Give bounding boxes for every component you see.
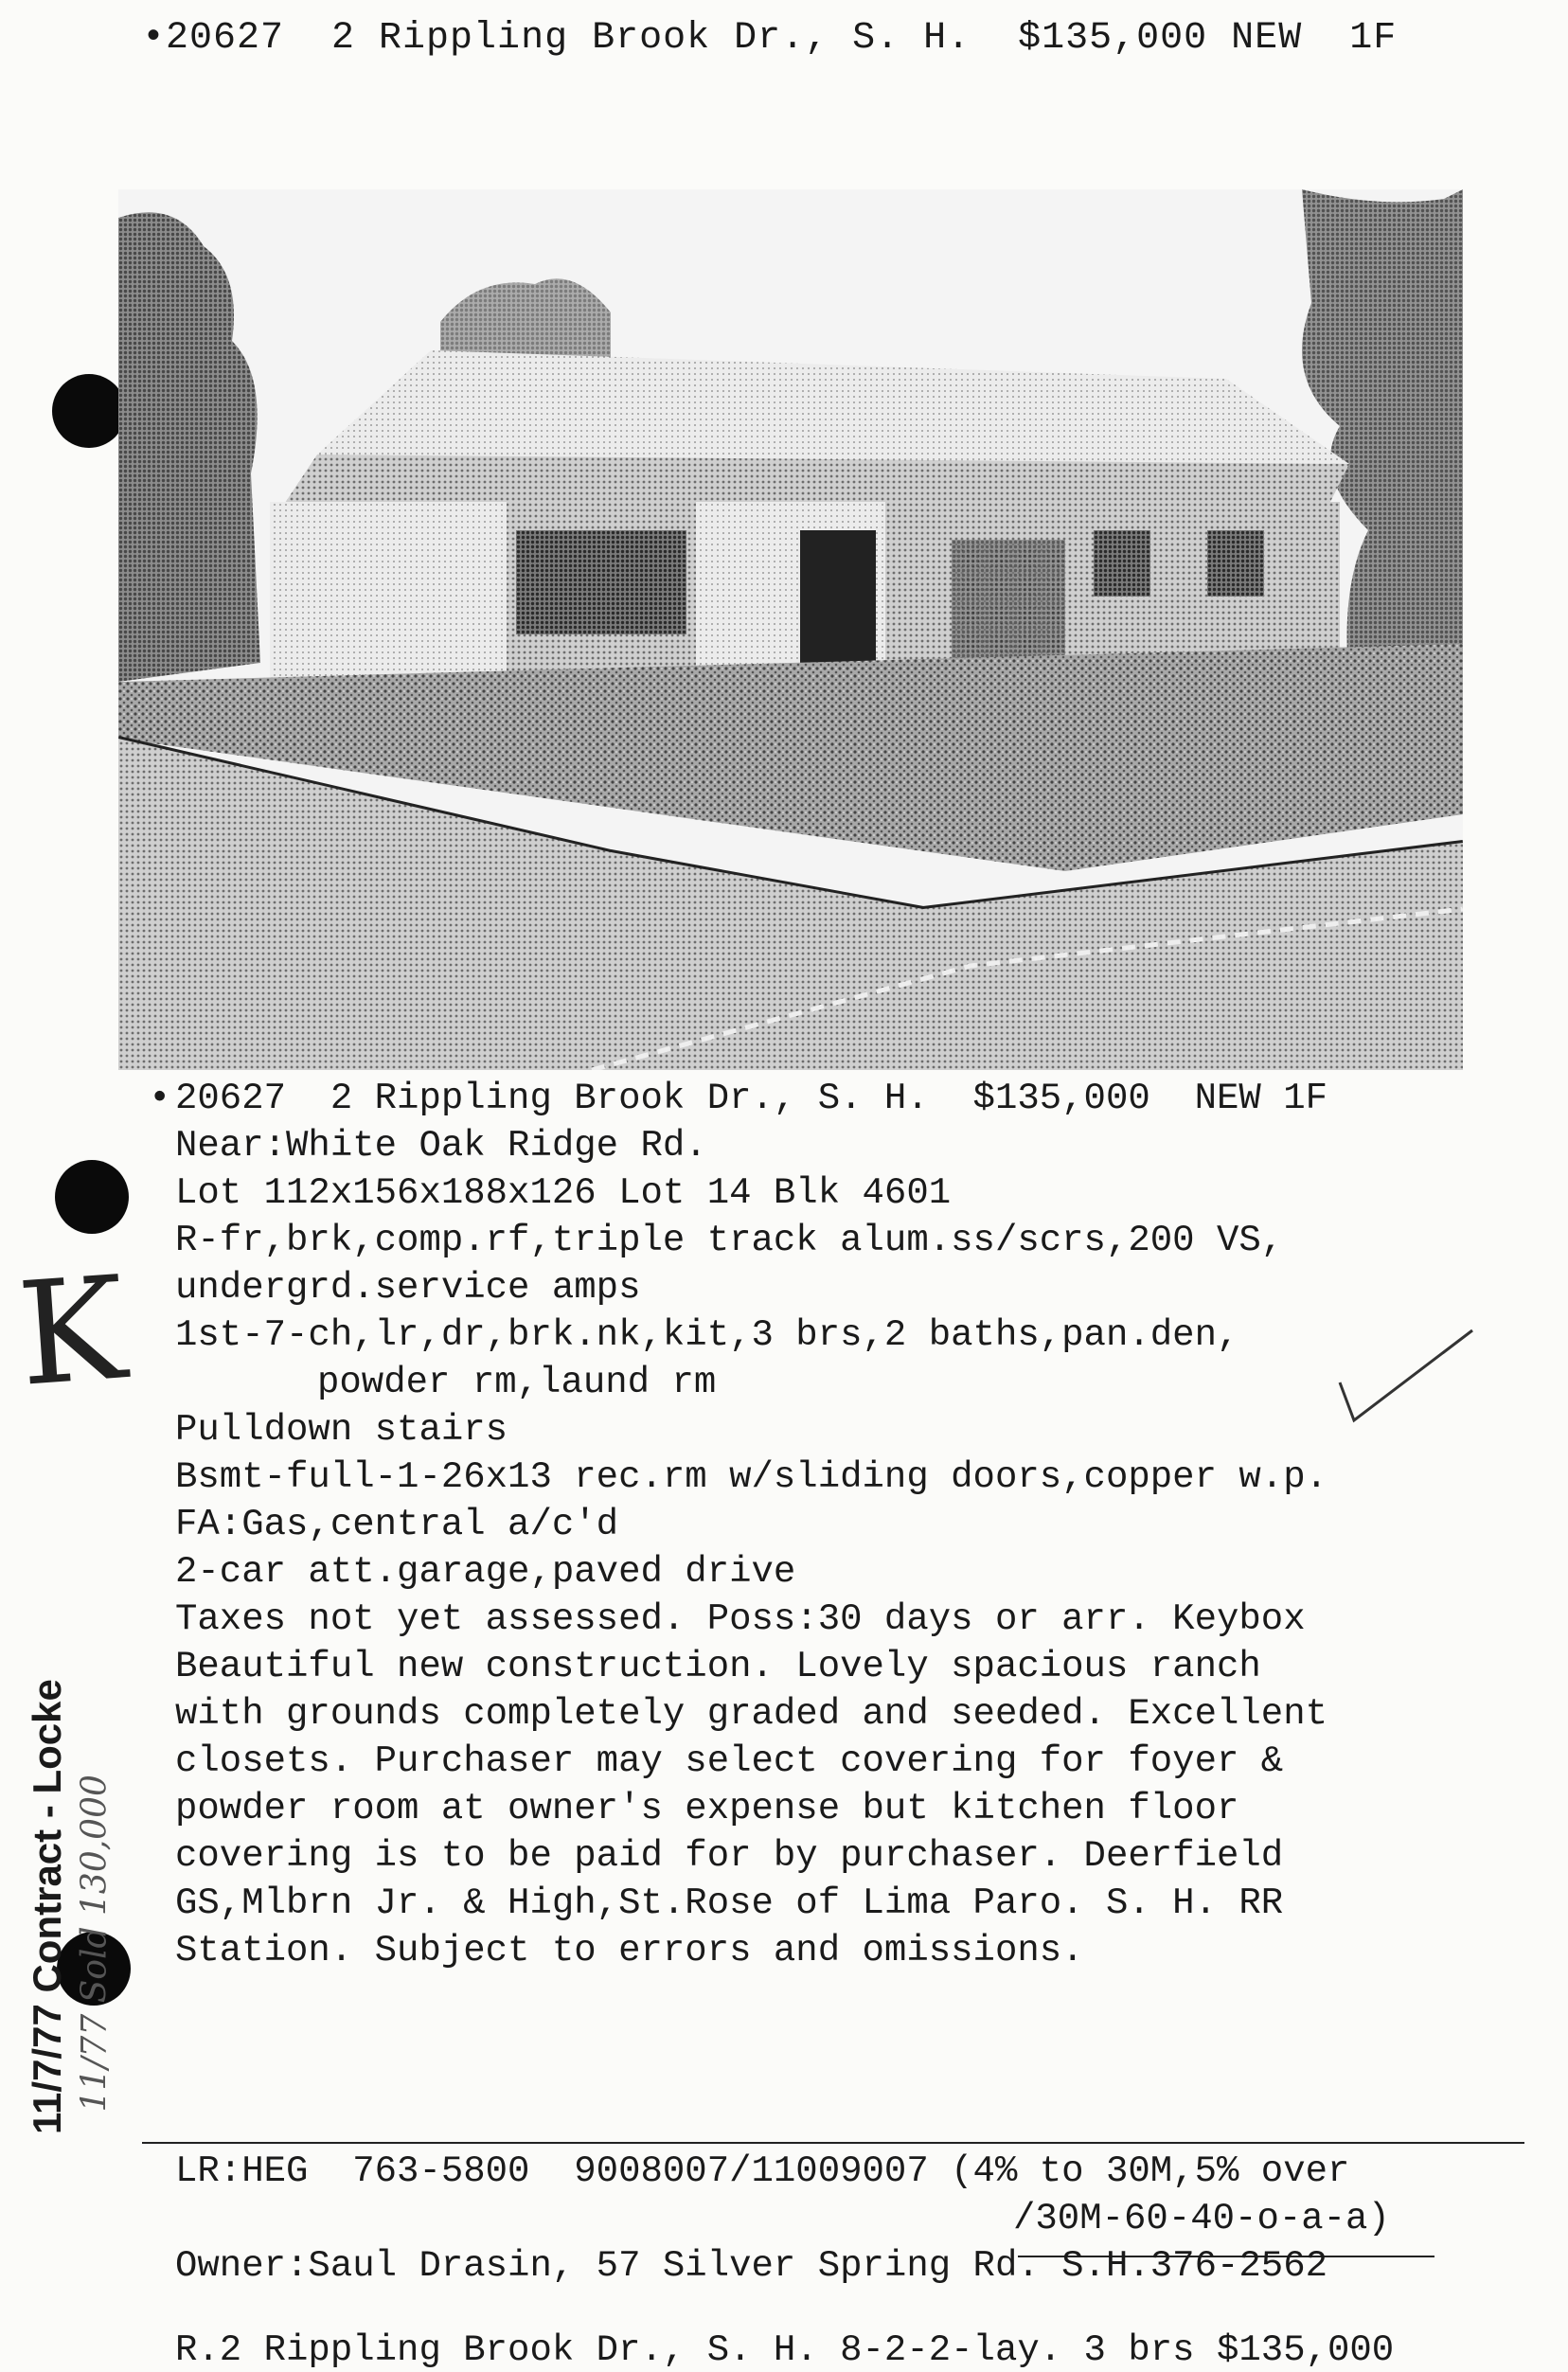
punch-hole-top — [52, 374, 126, 448]
listing-line-basement: Bsmt-full-1-26x13 rec.rm w/sliding doors,copper w.p. — [175, 1456, 1327, 1498]
listing-remarks-2: with grounds completely graded and seeded. Excellent — [175, 1693, 1327, 1735]
listing-remarks-5: covering is to be paid for by purchaser. Deerfield — [175, 1835, 1284, 1877]
listing-remarks-4: powder room at owner's expense but kitchen floor — [175, 1788, 1239, 1829]
next-card-partial-line: R.2 Rippling Brook Dr., S. H. 8-2-2-lay. 3 brs $135,000 — [175, 2329, 1395, 2371]
checkmark-icon — [1335, 1326, 1477, 1430]
listing-line-first-floor: 1st-7-ch,lr,dr,brk.nk,kit,3 brs,2 baths,pan.den, — [175, 1314, 1239, 1356]
listing-title: • 20627 2 Rippling Brook Dr., S. H. $135,000 NEW 1F — [149, 1078, 1327, 1119]
listing-line-near: Near:White Oak Ridge Rd. — [175, 1125, 707, 1167]
listing-footer — [175, 2148, 1501, 2290]
contract-stamp: 11/7/77 Contract - Locke — [25, 1679, 69, 2134]
handwritten-k: K — [13, 1246, 131, 1418]
commission-continuation: /30M-60-40-o-a-a) — [1013, 2198, 1390, 2239]
listing-line-construction: R-fr,brk,comp.rf,triple track alum.ss/scrs,200 VS, — [175, 1220, 1284, 1261]
listing-line-lot: Lot 112x156x188x126 Lot 14 Blk 4601 — [175, 1172, 952, 1214]
listing-office-line: LR:HEG 763-5800 9008007/11009007 (4% to 30M,5% over — [175, 2150, 1350, 2192]
card-header: •20627 2 Rippling Brook Dr., S. H. $135,000 NEW 1F — [142, 17, 1398, 60]
listing-remarks-7: Station. Subject to errors and omissions. — [175, 1930, 1084, 1971]
listing-line-garage: 2-car att.garage,paved drive — [175, 1551, 796, 1593]
listing-line-taxes: Taxes not yet assessed. Poss:30 days or arr. Keybox — [175, 1598, 1306, 1640]
house-photo — [118, 189, 1463, 1070]
listing-line-service: undergrd.service amps — [175, 1267, 641, 1309]
listing-remarks-1: Beautiful new construction. Lovely spacious ranch — [175, 1646, 1261, 1687]
owner-line: Owner:Saul Drasin, 57 Silver Spring Rd. S.H.376-2562 — [175, 2245, 1327, 2287]
handwritten-sold-note: 11/77 Sold 130,000 — [75, 1775, 115, 2113]
listing-line-heating: FA:Gas,central a/c'd — [175, 1504, 619, 1545]
listing-line-stairs: Pulldown stairs — [175, 1409, 508, 1451]
footer-divider — [142, 2142, 1524, 2144]
punch-hole-middle — [55, 1160, 129, 1234]
listing-remarks-3: closets. Purchaser may select covering for foyer & — [175, 1740, 1284, 1782]
listing-remarks-6: GS,Mlbrn Jr. & High,St.Rose of Lima Paro. S. H. RR — [175, 1882, 1284, 1924]
listing-details — [149, 1075, 1434, 1974]
listing-line-first-floor-cont: powder rm,laund rm — [317, 1362, 717, 1403]
